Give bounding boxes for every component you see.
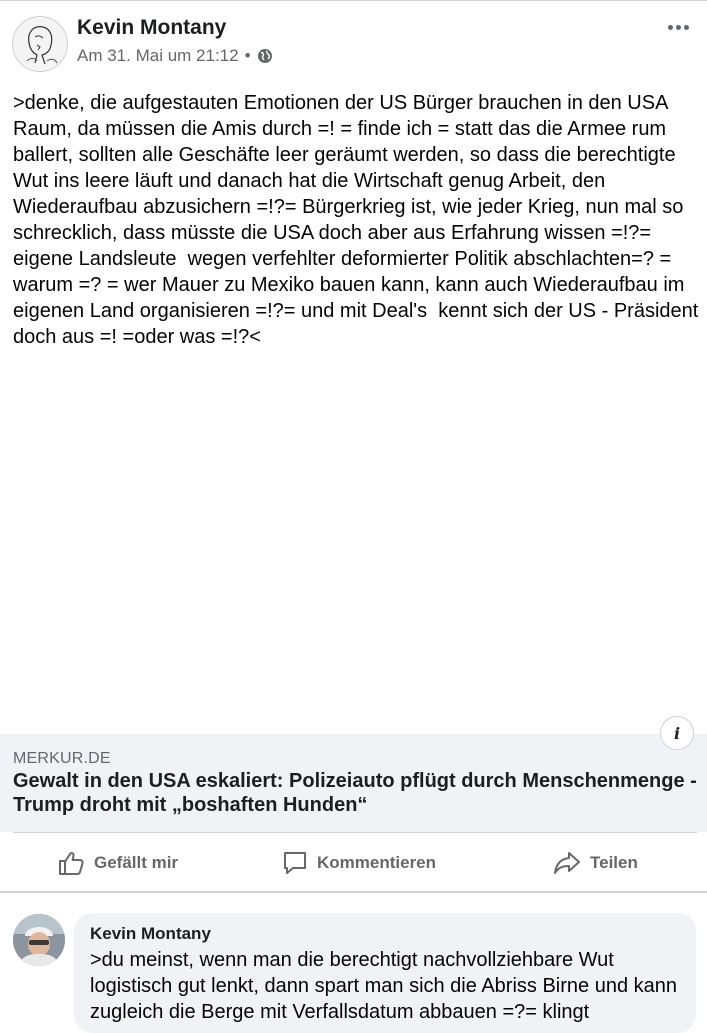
comment-text: >du meinst, wenn man die berechtigt nachvollziehbare Wut logistisch gut lenkt, dann spart man sich die Abriss Birne und kann zugleich die Berge mit Verfallsdatum abbauen =?= klingt [90,949,683,1023]
comment-button[interactable] [282,840,436,886]
share-arrow-icon [553,850,581,876]
link-domain: MERKUR.DE [13,750,111,767]
actions-divider [13,832,697,833]
share-label: Teilen [590,853,638,872]
profile-photo-icon [13,914,65,966]
thumbs-up-icon [58,850,85,876]
post-timestamp[interactable]: Am 31. Mai um 21:12 [77,46,239,65]
more-options-button[interactable] [660,14,696,40]
comments-divider [0,891,707,893]
post-text: >denke, die aufgestauten Emotionen der US Bürger brauchen in den USA Raum, da müssen die Amis durch =! = finde ich = statt das die Armee rum ballert, sollten alle Geschäfte leer geräumt werden, so dass die berechtigte Wut ins leere läuft und danach hat die Wirtschaft genug Arbeit, den Wiederaufbau abzusichern =!?= Bürgerkrieg ist, wie jeder Krieg, nun mal so schrecklich, dass müsste die USA doch aber aus Erfahrung wissen =!?= eigene Landsleute wegen verfehlter deformierter Politik abschlachten=? = warum =? = wer Mauer zu Mexiko bauen kann, kann auch Wiederaufbau im eigenen Land organisieren =!?= und mit Deal's kennt sich der US - Präsident doch aus =! =oder was =!?< [13,92,704,348]
comment-label: Kommentieren [317,853,437,872]
like-button[interactable] [58,840,178,886]
post-meta [77,46,273,66]
comment-bubble-icon [282,850,308,876]
post-author-name[interactable]: Kevin Montany [77,16,227,39]
top-divider [0,0,707,1]
link-title[interactable]: Gewalt in den USA eskaliert: Polizeiauto pflügt durch Menschenmenge - Trump droht mit „boshaften Hunden“ [13,770,697,816]
post-actions-bar [0,840,707,886]
comment-author-name[interactable]: Kevin Montany [90,924,211,943]
globe-icon [257,48,273,64]
share-button[interactable] [553,840,638,886]
meta-separator: • [244,46,251,65]
comment-author-avatar[interactable] [13,914,65,966]
sketch-portrait-icon [13,17,67,71]
like-label: Gefällt mir [94,853,179,872]
info-button[interactable]: i [660,716,694,750]
more-dots-icon [668,25,673,30]
author-avatar[interactable] [12,16,68,72]
